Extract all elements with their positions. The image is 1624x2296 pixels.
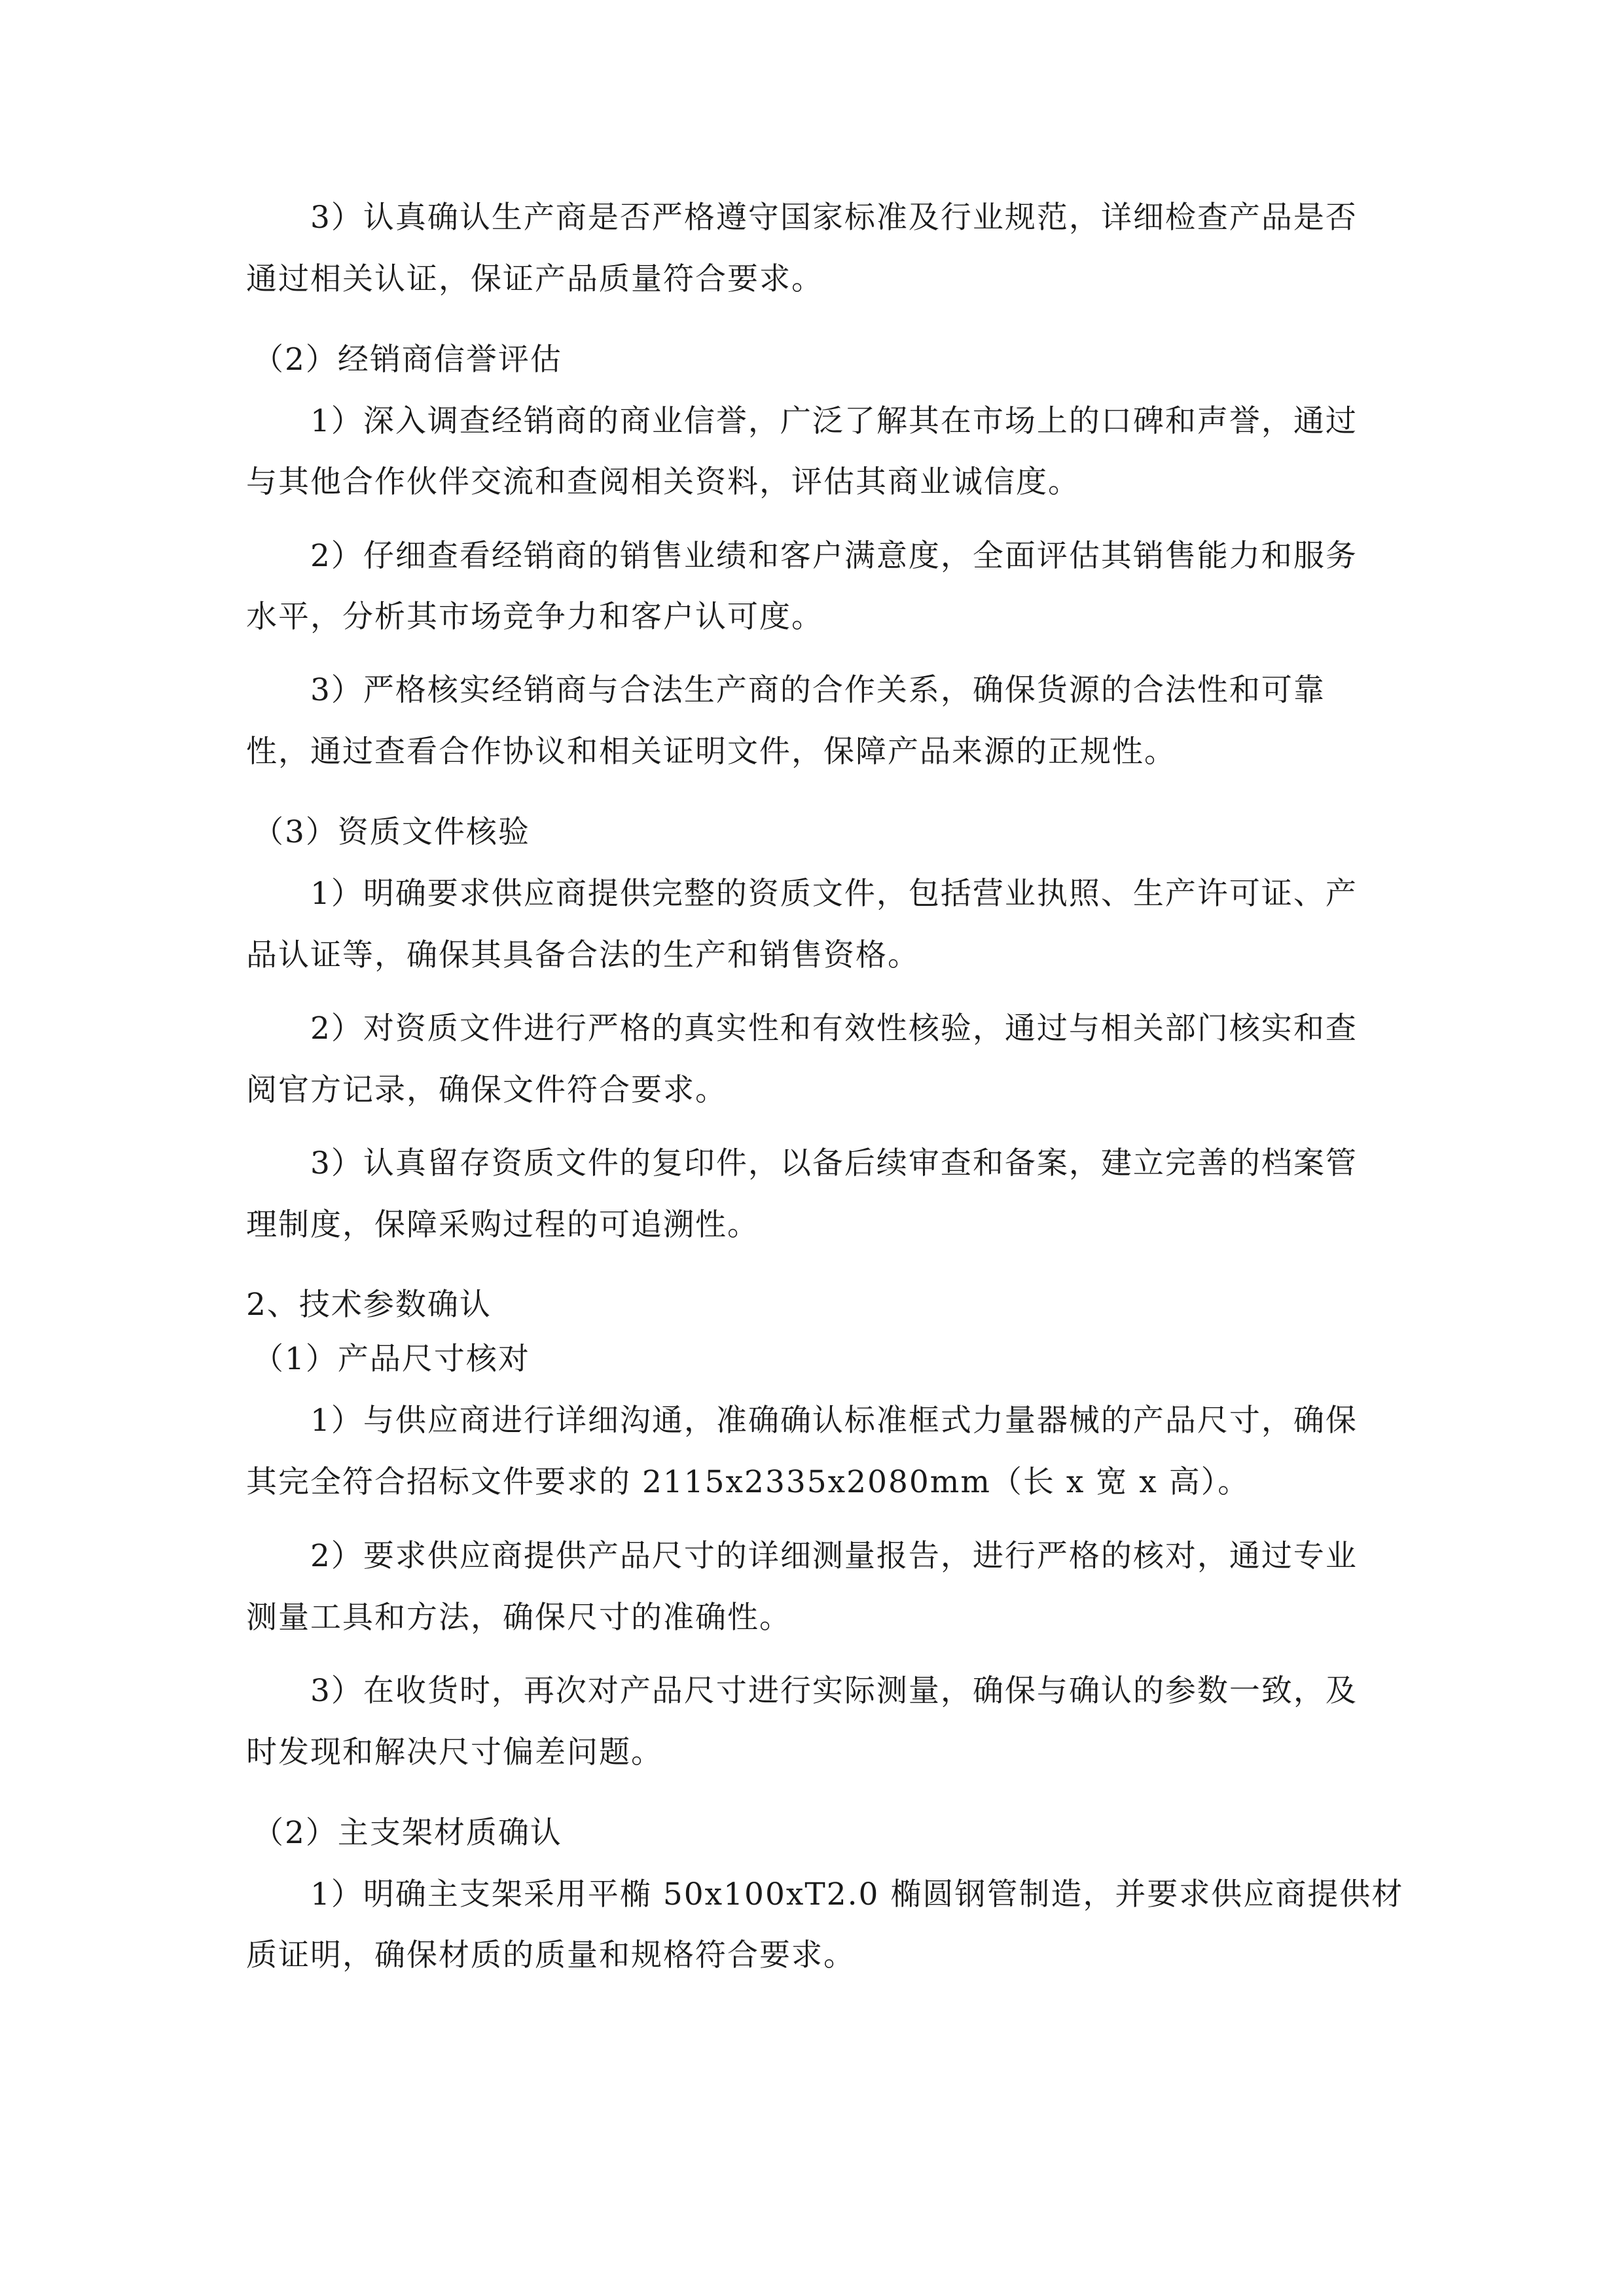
section-heading: 2、技术参数确认 — [246, 1287, 492, 1323]
paragraph-line: 阅官方记录，确保文件符合要求。 — [246, 1072, 727, 1108]
paragraph-line: 水平，分析其市场竞争力和客户认可度。 — [246, 599, 823, 635]
section-heading: （1）产品尺寸核对 — [253, 1341, 530, 1377]
paragraph-line: 与其他合作伙伴交流和查阅相关资料，评估其商业诚信度。 — [246, 464, 1080, 500]
paragraph-line: 3）严格核实经销商与合法生产商的合作关系，确保货源的合法性和可靠 — [310, 672, 1326, 708]
paragraph-line: 理制度，保障采购过程的可追溯性。 — [246, 1207, 759, 1243]
section-heading: （2）主支架材质确认 — [253, 1815, 562, 1851]
paragraph-line: 3）在收货时，再次对产品尺寸进行实际测量，确保与确认的参数一致，及 — [310, 1673, 1358, 1709]
paragraph-line: 品认证等，确保其具备合法的生产和销售资格。 — [246, 937, 920, 973]
paragraph-line: 1）深入调查经销商的商业信誉，广泛了解其在市场上的口碑和声誉，通过 — [310, 403, 1358, 439]
paragraph-line: 2）对资质文件进行严格的真实性和有效性核验，通过与相关部门核实和查 — [310, 1011, 1358, 1047]
paragraph-line: 1）明确要求供应商提供完整的资质文件，包括营业执照、生产许可证、产 — [310, 876, 1358, 912]
section-heading: （2）经销商信誉评估 — [253, 342, 562, 378]
paragraph-line: 性，通过查看合作协议和相关证明文件，保障产品来源的正规性。 — [246, 734, 1176, 770]
paragraph-line: 1）与供应商进行详细沟通，准确确认标准框式力量器械的产品尺寸，确保 — [310, 1403, 1358, 1439]
paragraph-line: 质证明，确保材质的质量和规格符合要求。 — [246, 1937, 856, 1973]
paragraph-line: 2）仔细查看经销商的销售业绩和客户满意度，全面评估其销售能力和服务 — [310, 538, 1358, 574]
paragraph-line: 测量工具和方法，确保尺寸的准确性。 — [246, 1600, 791, 1636]
paragraph-line: 3）认真留存资质文件的复印件，以备后续审查和备案，建立完善的档案管 — [310, 1145, 1358, 1181]
paragraph-line: 时发现和解决尺寸偏差问题。 — [246, 1734, 663, 1770]
paragraph-line: 其完全符合招标文件要求的 2115x2335x2080mm（长 x 宽 x 高）。 — [246, 1464, 1250, 1500]
section-heading: （3）资质文件核验 — [253, 814, 530, 850]
paragraph-line: 1）明确主支架采用平椭 50x100xT2.0 椭圆钢管制造，并要求供应商提供材 — [310, 1876, 1404, 1912]
paragraph-line: 3）认真确认生产商是否严格遵守国家标准及行业规范，详细检查产品是否 — [310, 200, 1358, 236]
paragraph-line: 通过相关认证，保证产品质量符合要求。 — [246, 261, 823, 297]
paragraph-line: 2）要求供应商提供产品尺寸的详细测量报告，进行严格的核对，通过专业 — [310, 1538, 1358, 1574]
